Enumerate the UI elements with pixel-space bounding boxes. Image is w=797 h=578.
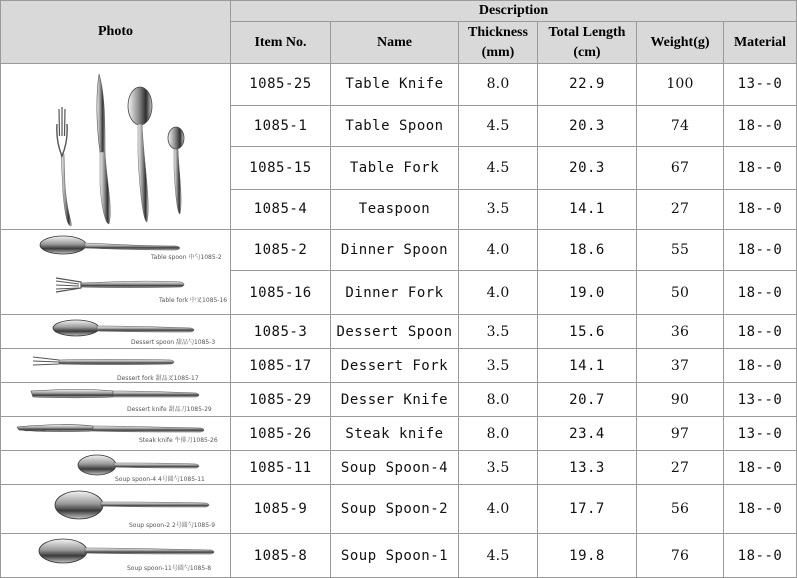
item-no-cell: 1085-17 bbox=[231, 349, 331, 383]
table-row bbox=[1, 451, 797, 485]
weight-cell: 27 bbox=[637, 451, 724, 485]
name-cell: Desser Knife bbox=[331, 383, 459, 417]
thickness-cell: 3.5 bbox=[459, 451, 538, 485]
weight-cell: 50 bbox=[637, 271, 724, 315]
item-no-cell: 1085-3 bbox=[231, 315, 331, 349]
description-header: Description bbox=[231, 1, 797, 22]
material-cell: 13--0 bbox=[724, 64, 797, 106]
soup-spoon-4-photo bbox=[1, 451, 229, 484]
material-cell: 18--0 bbox=[724, 189, 797, 230]
thickness-header bbox=[459, 22, 538, 64]
caption-soup-spoon-1: Soup spoon-11号圆勺1085-8 bbox=[127, 565, 212, 572]
photo-cell-soup-spoon-1 bbox=[1, 534, 231, 578]
weight-cell: 74 bbox=[637, 105, 724, 147]
caption-soup-spoon-4: Soup spoon-4 4号圆勺1085-11 bbox=[115, 476, 205, 483]
dinner-spoon-image bbox=[40, 236, 180, 254]
caption-table-spoon: Table spoon 中勺1085-2 bbox=[151, 254, 222, 261]
weight-cell: 76 bbox=[637, 534, 724, 578]
item-no-cell: 1085-25 bbox=[231, 64, 331, 106]
length-cell: 13.3 bbox=[538, 451, 637, 485]
weight-cell: 90 bbox=[637, 383, 724, 417]
cutlery-set-photo bbox=[1, 64, 229, 229]
weight-cell: 56 bbox=[637, 485, 724, 534]
material-cell: 18--0 bbox=[724, 230, 797, 271]
weight-cell: 67 bbox=[637, 147, 724, 190]
photo-cell-soup-spoon-2 bbox=[1, 485, 231, 534]
thickness-cell: 4.0 bbox=[459, 485, 538, 534]
table-row bbox=[1, 315, 797, 349]
weight-cell: 27 bbox=[637, 189, 724, 230]
soup-spoon-2-photo bbox=[1, 485, 229, 533]
material-cell: 18--0 bbox=[724, 485, 797, 534]
item-no-cell: 1085-9 bbox=[231, 485, 331, 534]
length-cell: 20.3 bbox=[538, 147, 637, 190]
thickness-cell: 8.0 bbox=[459, 417, 538, 451]
item-no-cell: 1085-11 bbox=[231, 451, 331, 485]
weight-cell: 100 bbox=[637, 64, 724, 106]
length-cell: 14.1 bbox=[538, 349, 637, 383]
material-cell: 18--0 bbox=[724, 147, 797, 190]
material-cell: 13--0 bbox=[724, 417, 797, 451]
item-no-cell: 1085-2 bbox=[231, 230, 331, 271]
item-no-cell: 1085-29 bbox=[231, 383, 331, 417]
material-cell: 18--0 bbox=[724, 315, 797, 349]
name-cell: Soup Spoon-2 bbox=[331, 485, 459, 534]
weight-cell: 37 bbox=[637, 349, 724, 383]
photo-cell-dessert-spoon bbox=[1, 315, 231, 349]
item-no-cell: 1085-26 bbox=[231, 417, 331, 451]
weight-cell: 97 bbox=[637, 417, 724, 451]
material-cell: 18--0 bbox=[724, 105, 797, 147]
photo-cell-dessert-knife bbox=[1, 383, 231, 417]
weight-cell: 36 bbox=[637, 315, 724, 349]
name-cell: Table Fork bbox=[331, 147, 459, 190]
thickness-cell: 4.5 bbox=[459, 534, 538, 578]
name-cell: Table Spoon bbox=[331, 105, 459, 147]
name-cell: Soup Spoon-1 bbox=[331, 534, 459, 578]
photo-cell-dessert-fork bbox=[1, 349, 231, 383]
dessert-spoon-photo bbox=[1, 315, 229, 348]
thickness-cell: 4.0 bbox=[459, 271, 538, 315]
material-cell: 18--0 bbox=[724, 271, 797, 315]
caption-dessert-spoon: Dessert spoon 甜品勺1085-3 bbox=[131, 339, 216, 346]
item-no-cell: 1085-1 bbox=[231, 105, 331, 147]
dinner-cutlery-photo bbox=[1, 230, 229, 314]
table-row bbox=[1, 349, 797, 383]
length-cell: 15.6 bbox=[538, 315, 637, 349]
name-cell: Steak knife bbox=[331, 417, 459, 451]
name-header: Name bbox=[331, 22, 459, 64]
length-cell: 17.7 bbox=[538, 485, 637, 534]
dessert-fork-photo bbox=[1, 349, 229, 382]
weight-cell: 55 bbox=[637, 230, 724, 271]
steak-knife-photo bbox=[1, 417, 229, 450]
caption-soup-spoon-2: Soup spoon-2 2号圆勺1085-9 bbox=[129, 522, 216, 529]
photo-header: Photo bbox=[1, 1, 231, 64]
material-cell: 13--0 bbox=[724, 383, 797, 417]
table-row bbox=[1, 230, 797, 271]
thickness-cell: 8.0 bbox=[459, 64, 538, 106]
thickness-cell: 3.5 bbox=[459, 349, 538, 383]
total-length-header bbox=[538, 22, 637, 64]
table-row bbox=[1, 417, 797, 451]
length-cell: 23.4 bbox=[538, 417, 637, 451]
thickness-label: Thickness bbox=[468, 24, 528, 40]
table-fork-image bbox=[57, 107, 72, 226]
total-length-label: Total Length bbox=[548, 24, 626, 40]
material-header: Material bbox=[724, 22, 797, 64]
thickness-cell: 3.5 bbox=[459, 189, 538, 230]
name-cell: Teaspoon bbox=[331, 189, 459, 230]
length-cell: 14.1 bbox=[538, 189, 637, 230]
caption-table-fork: Table fork 中叉1085-16 bbox=[159, 297, 228, 304]
material-cell: 18--0 bbox=[724, 534, 797, 578]
photo-cell-dinner bbox=[1, 230, 231, 315]
photo-cell-soup-spoon-4 bbox=[1, 451, 231, 485]
dessert-knife-photo bbox=[1, 383, 229, 416]
thickness-cell: 8.0 bbox=[459, 383, 538, 417]
photo-cell-table-set bbox=[1, 64, 231, 230]
thickness-cell: 4.5 bbox=[459, 105, 538, 147]
weight-header: Weight(g) bbox=[637, 22, 724, 64]
thickness-unit: (mm) bbox=[481, 44, 515, 60]
caption-dessert-fork: Dessert fork 甜品叉1085-17 bbox=[117, 375, 199, 382]
table-row bbox=[1, 383, 797, 417]
total-length-unit: (cm) bbox=[573, 44, 601, 60]
soup-spoon-1-photo bbox=[1, 534, 229, 577]
item-no-cell: 1085-8 bbox=[231, 534, 331, 578]
name-cell: Dessert Fork bbox=[331, 349, 459, 383]
name-cell: Dinner Spoon bbox=[331, 230, 459, 271]
table-row bbox=[1, 534, 797, 578]
thickness-cell: 4.5 bbox=[459, 147, 538, 190]
material-cell: 18--0 bbox=[724, 349, 797, 383]
length-cell: 22.9 bbox=[538, 64, 637, 106]
length-cell: 19.0 bbox=[538, 271, 637, 315]
length-cell: 20.3 bbox=[538, 105, 637, 147]
table-knife-image bbox=[97, 74, 110, 224]
item-no-cell: 1085-15 bbox=[231, 147, 331, 190]
material-cell: 18--0 bbox=[724, 451, 797, 485]
length-cell: 18.6 bbox=[538, 230, 637, 271]
item-no-cell: 1085-16 bbox=[231, 271, 331, 315]
table-row bbox=[1, 485, 797, 534]
length-cell: 20.7 bbox=[538, 383, 637, 417]
thickness-cell: 4.0 bbox=[459, 230, 538, 271]
name-cell: Table Knife bbox=[331, 64, 459, 106]
thickness-cell: 3.5 bbox=[459, 315, 538, 349]
name-cell: Soup Spoon-4 bbox=[331, 451, 459, 485]
table-row bbox=[1, 64, 797, 106]
name-cell: Dessert Spoon bbox=[331, 315, 459, 349]
length-cell: 19.8 bbox=[538, 534, 637, 578]
item-no-cell: 1085-4 bbox=[231, 189, 331, 230]
table-spoon-image bbox=[128, 87, 152, 222]
caption-steak-knife: Steak knife 牛排刀1085-26 bbox=[139, 437, 218, 444]
name-cell: Dinner Fork bbox=[331, 271, 459, 315]
photo-cell-steak-knife bbox=[1, 417, 231, 451]
teaspoon-image bbox=[168, 127, 184, 214]
item-no-header: Item No. bbox=[231, 22, 331, 64]
caption-dessert-knife: Dessert knife 甜品刀1085-29 bbox=[127, 406, 212, 413]
dinner-fork-image bbox=[56, 278, 184, 292]
